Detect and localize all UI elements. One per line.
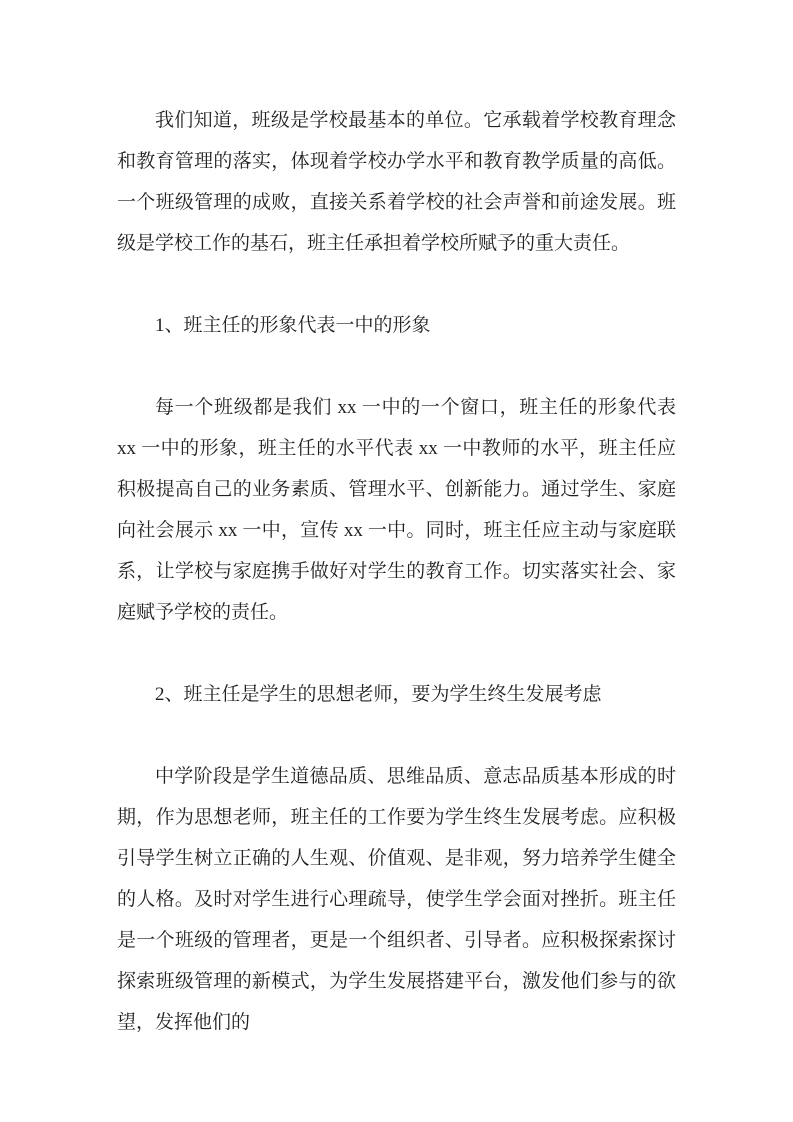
- section-heading-1: 1、班主任的形象代表一中的形象: [155, 315, 431, 336]
- section-heading-2: 2、班主任是学生的思想老师，要为学生终生发展考虑: [155, 684, 602, 705]
- paragraph-intro: 我们知道，班级是学校最基本的单位。它承载着学校教育理念和教育管理的落实，体现着学校办学水平和教育教学质量的高低。一个班级管理的成败，直接关系着学校的社会声誉和前途发展。班级是学校工作的基石，班主任承担着学校所赋予的重大责任。: [117, 110, 676, 254]
- paragraph-section-2: 中学阶段是学生道德品质、思维品质、意志品质基本形成的时期，作为思想老师，班主任的工作要为学生终生发展考虑。应积极引导学生树立正确的人生观、价值观、是非观，努力培养学生健全的人格。及时对学生进行心理疏导，使学生学会面对挫折。班主任是一个班级的管理者，更是一个组织者、引导者。应积极探索探讨探索班级管理的新模式，为学生发展搭建平台，激发他们参与的欲望，发挥他们的: [117, 766, 676, 1033]
- paragraph-section-1: 每一个班级都是我们 xx 一中的一个窗口，班主任的形象代表 xx 一中的形象，班主任的水平代表 xx 一中教师的水平，班主任应积极提高自己的业务素质、管理水平、创新能力。通过学生、家庭向社会展示 xx 一中，宣传 xx 一中。同时，班主任应主动与家庭联系，让学校与家庭携手做好对学生的教育工作。切实落实社会、家庭赋予学校的责任。: [117, 397, 676, 623]
